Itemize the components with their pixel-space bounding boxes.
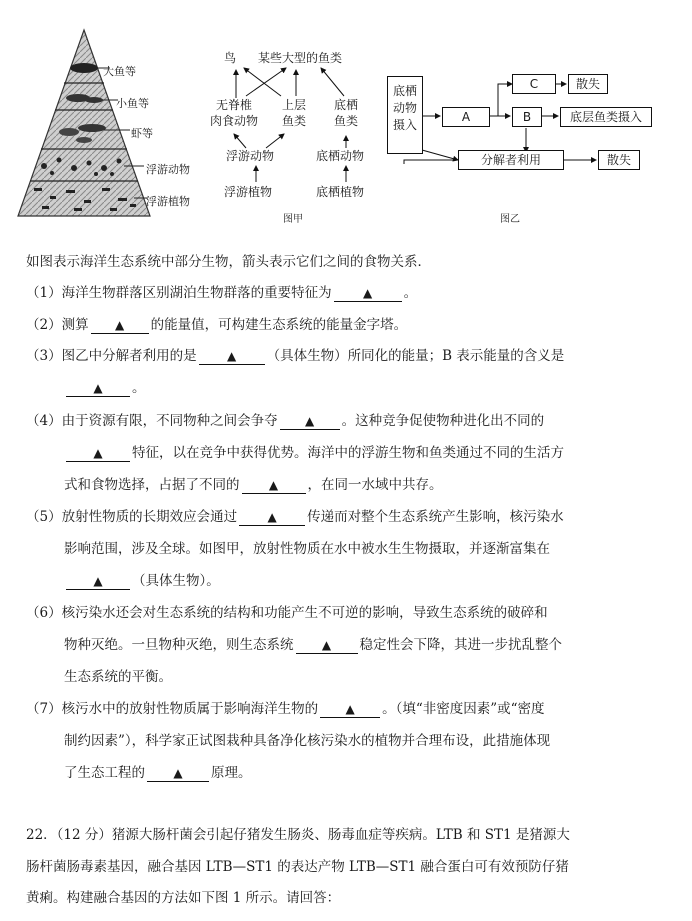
node-benthic-animals: 底栖动物 bbox=[316, 149, 365, 163]
node-invertebrate-carnivore: 无脊椎 肉食动物 bbox=[209, 98, 258, 128]
question-7-line-3 bbox=[64, 764, 252, 782]
blank-marker: ▲ bbox=[304, 414, 315, 428]
question-3 bbox=[26, 347, 564, 365]
node-phytoplankton: 浮游植物 bbox=[224, 185, 273, 199]
pyramid-label-shrimp: 虾等 bbox=[131, 127, 153, 140]
box-dissipate-top: 散失 bbox=[568, 74, 608, 94]
blank-marker: ▲ bbox=[93, 446, 103, 460]
answer-blank[interactable] bbox=[199, 348, 265, 365]
q7-text-3: 了生态工程的 bbox=[64, 765, 145, 781]
blank-marker: ▲ bbox=[173, 766, 183, 780]
node-benthic-fish: 底栖 鱼类 bbox=[333, 98, 358, 128]
blank-marker: ▲ bbox=[362, 286, 373, 300]
answer-blank[interactable] bbox=[334, 285, 402, 302]
blank-marker: ▲ bbox=[93, 574, 103, 588]
box-decomposer: 分解者利用 bbox=[458, 150, 564, 170]
answer-blank[interactable] bbox=[280, 413, 340, 430]
box-benthic-intake: 底栖 动物 摄入 bbox=[387, 76, 423, 154]
question-22-line-3: 黄痢。构建融合基因的方法如下图 1 所示。请回答： bbox=[26, 890, 341, 906]
q2-text: （2）测算 bbox=[26, 317, 89, 333]
q7-text-2: 。（填“非密度因素”或“密度 bbox=[382, 701, 545, 717]
q7-text: （7）核污水中的放射性物质属于影响海洋生物的 bbox=[26, 701, 319, 717]
node-benthic-plants: 底栖植物 bbox=[316, 185, 365, 199]
question-6-line-2 bbox=[64, 636, 562, 654]
q1-end: 。 bbox=[403, 285, 418, 301]
question-7 bbox=[26, 700, 545, 718]
node-big-fish: 某些大型的鱼类 bbox=[258, 51, 343, 65]
q3-end: 。 bbox=[132, 380, 146, 396]
q3-text-2: （具体生物）所同化的能量；B 表示能量的含义是 bbox=[266, 348, 565, 364]
q3-text: （3）图乙中分解者利用的是 bbox=[26, 348, 197, 364]
pyramid-label-phytoplankton: 浮游植物 bbox=[146, 195, 190, 208]
q5-text: （5）放射性物质的长期效应会通过 bbox=[26, 509, 238, 525]
box-bottom-fish-intake: 底层鱼类摄入 bbox=[560, 107, 652, 127]
q4-text: （4）由于资源有限，不同物种之间会争夺 bbox=[26, 413, 278, 429]
question-5-line-3 bbox=[64, 572, 220, 590]
question-6: （6）核污染水还会对生态系统的结构和功能产生不可逆的影响，导致生态系统的破碎和 bbox=[26, 605, 548, 621]
q4-text-3: 特征，以在竞争中获得优势。海洋中的浮游生物和鱼类通过不同的生活方 bbox=[132, 445, 564, 461]
node-upper-fish: 上层 鱼类 bbox=[281, 98, 306, 128]
answer-blank[interactable] bbox=[147, 765, 209, 782]
answer-blank[interactable] bbox=[239, 509, 305, 526]
question-4-line-3 bbox=[64, 476, 443, 494]
answer-blank[interactable] bbox=[66, 573, 130, 590]
question-22-line-2: 肠杆菌肠毒素基因，融合基因 LTB—ST1 的表达产物 LTB—ST1 融合蛋白可有效预防仔猪 bbox=[26, 859, 569, 875]
q5-end: （具体生物）。 bbox=[132, 573, 220, 589]
q2-text-2: 的能量值，可构建生态系统的能量金字塔。 bbox=[150, 317, 408, 333]
answer-blank[interactable] bbox=[66, 445, 130, 462]
question-2 bbox=[26, 316, 407, 334]
blank-marker: ▲ bbox=[267, 510, 277, 524]
blank-marker: ▲ bbox=[226, 349, 237, 363]
question-4 bbox=[26, 412, 544, 430]
node-bird: 鸟 bbox=[224, 51, 237, 65]
blank-marker: ▲ bbox=[268, 478, 279, 492]
q4-text-4: 式和食物选择，占据了不同的 bbox=[64, 477, 240, 493]
q6-text-2: 稳定性会下降，其进一步扰乱整个 bbox=[359, 637, 562, 653]
pyramid-label-zooplankton: 浮游动物 bbox=[146, 163, 190, 176]
question-3-cont bbox=[64, 379, 146, 397]
answer-blank[interactable] bbox=[66, 380, 130, 397]
question-5 bbox=[26, 508, 564, 526]
question-1 bbox=[26, 284, 417, 302]
ecological-pyramid bbox=[14, 28, 154, 220]
box-a: A bbox=[442, 107, 490, 127]
caption-figure-jia: 图甲 bbox=[283, 214, 303, 225]
pyramid-label-big-fish: 大鱼等 bbox=[103, 65, 136, 78]
q7-end: 原理。 bbox=[211, 765, 252, 781]
node-zooplankton: 浮游动物 bbox=[226, 149, 275, 163]
q4-end: ，在同一水域中共存。 bbox=[307, 477, 443, 493]
question-4-line-2 bbox=[64, 444, 564, 462]
question-5-line-2: 影响范围，涉及全球。如图甲，放射性物质在水中被水生生物摄取，并逐渐富集在 bbox=[64, 541, 550, 557]
box-dissipate-bottom: 散失 bbox=[598, 150, 640, 170]
answer-blank[interactable] bbox=[296, 637, 358, 654]
question-7-line-2: 制约因素”），科学家正试图栽种具备净化核污染水的植物并合理布设，此措施体现 bbox=[64, 733, 551, 749]
q1-text: （1）海洋生物群落区别湖泊生物群落的重要特征为 bbox=[26, 285, 332, 301]
answer-blank[interactable] bbox=[242, 477, 306, 494]
box-b: B bbox=[512, 107, 542, 127]
question-6-line-3: 生态系统的平衡。 bbox=[64, 669, 172, 685]
box-c: C bbox=[512, 74, 556, 94]
q5-text-2: 传递而对整个生态系统产生影响，核污染水 bbox=[307, 509, 564, 525]
intro-line: 如图表示海洋生态系统中部分生物，箭头表示它们之间的食物关系． bbox=[26, 254, 431, 270]
answer-blank[interactable] bbox=[91, 317, 149, 334]
caption-figure-yi: 图乙 bbox=[500, 214, 520, 225]
blank-marker: ▲ bbox=[345, 702, 355, 716]
answer-blank[interactable] bbox=[320, 701, 380, 718]
q6-text: 物种灭绝。一旦物种灭绝，则生态系统 bbox=[64, 637, 294, 653]
blank-marker: ▲ bbox=[321, 638, 332, 652]
question-22: 22．（12 分）猪源大肠杆菌会引起仔猪发生肠炎、肠毒血症等疾病。LTB 和 ST1 是猪源大 bbox=[26, 827, 570, 843]
q4-text-2: 。这种竞争促使物种进化出不同的 bbox=[341, 413, 545, 429]
blank-marker: ▲ bbox=[114, 318, 125, 332]
blank-marker: ▲ bbox=[93, 381, 103, 395]
pyramid-label-small-fish: 小鱼等 bbox=[116, 97, 149, 110]
